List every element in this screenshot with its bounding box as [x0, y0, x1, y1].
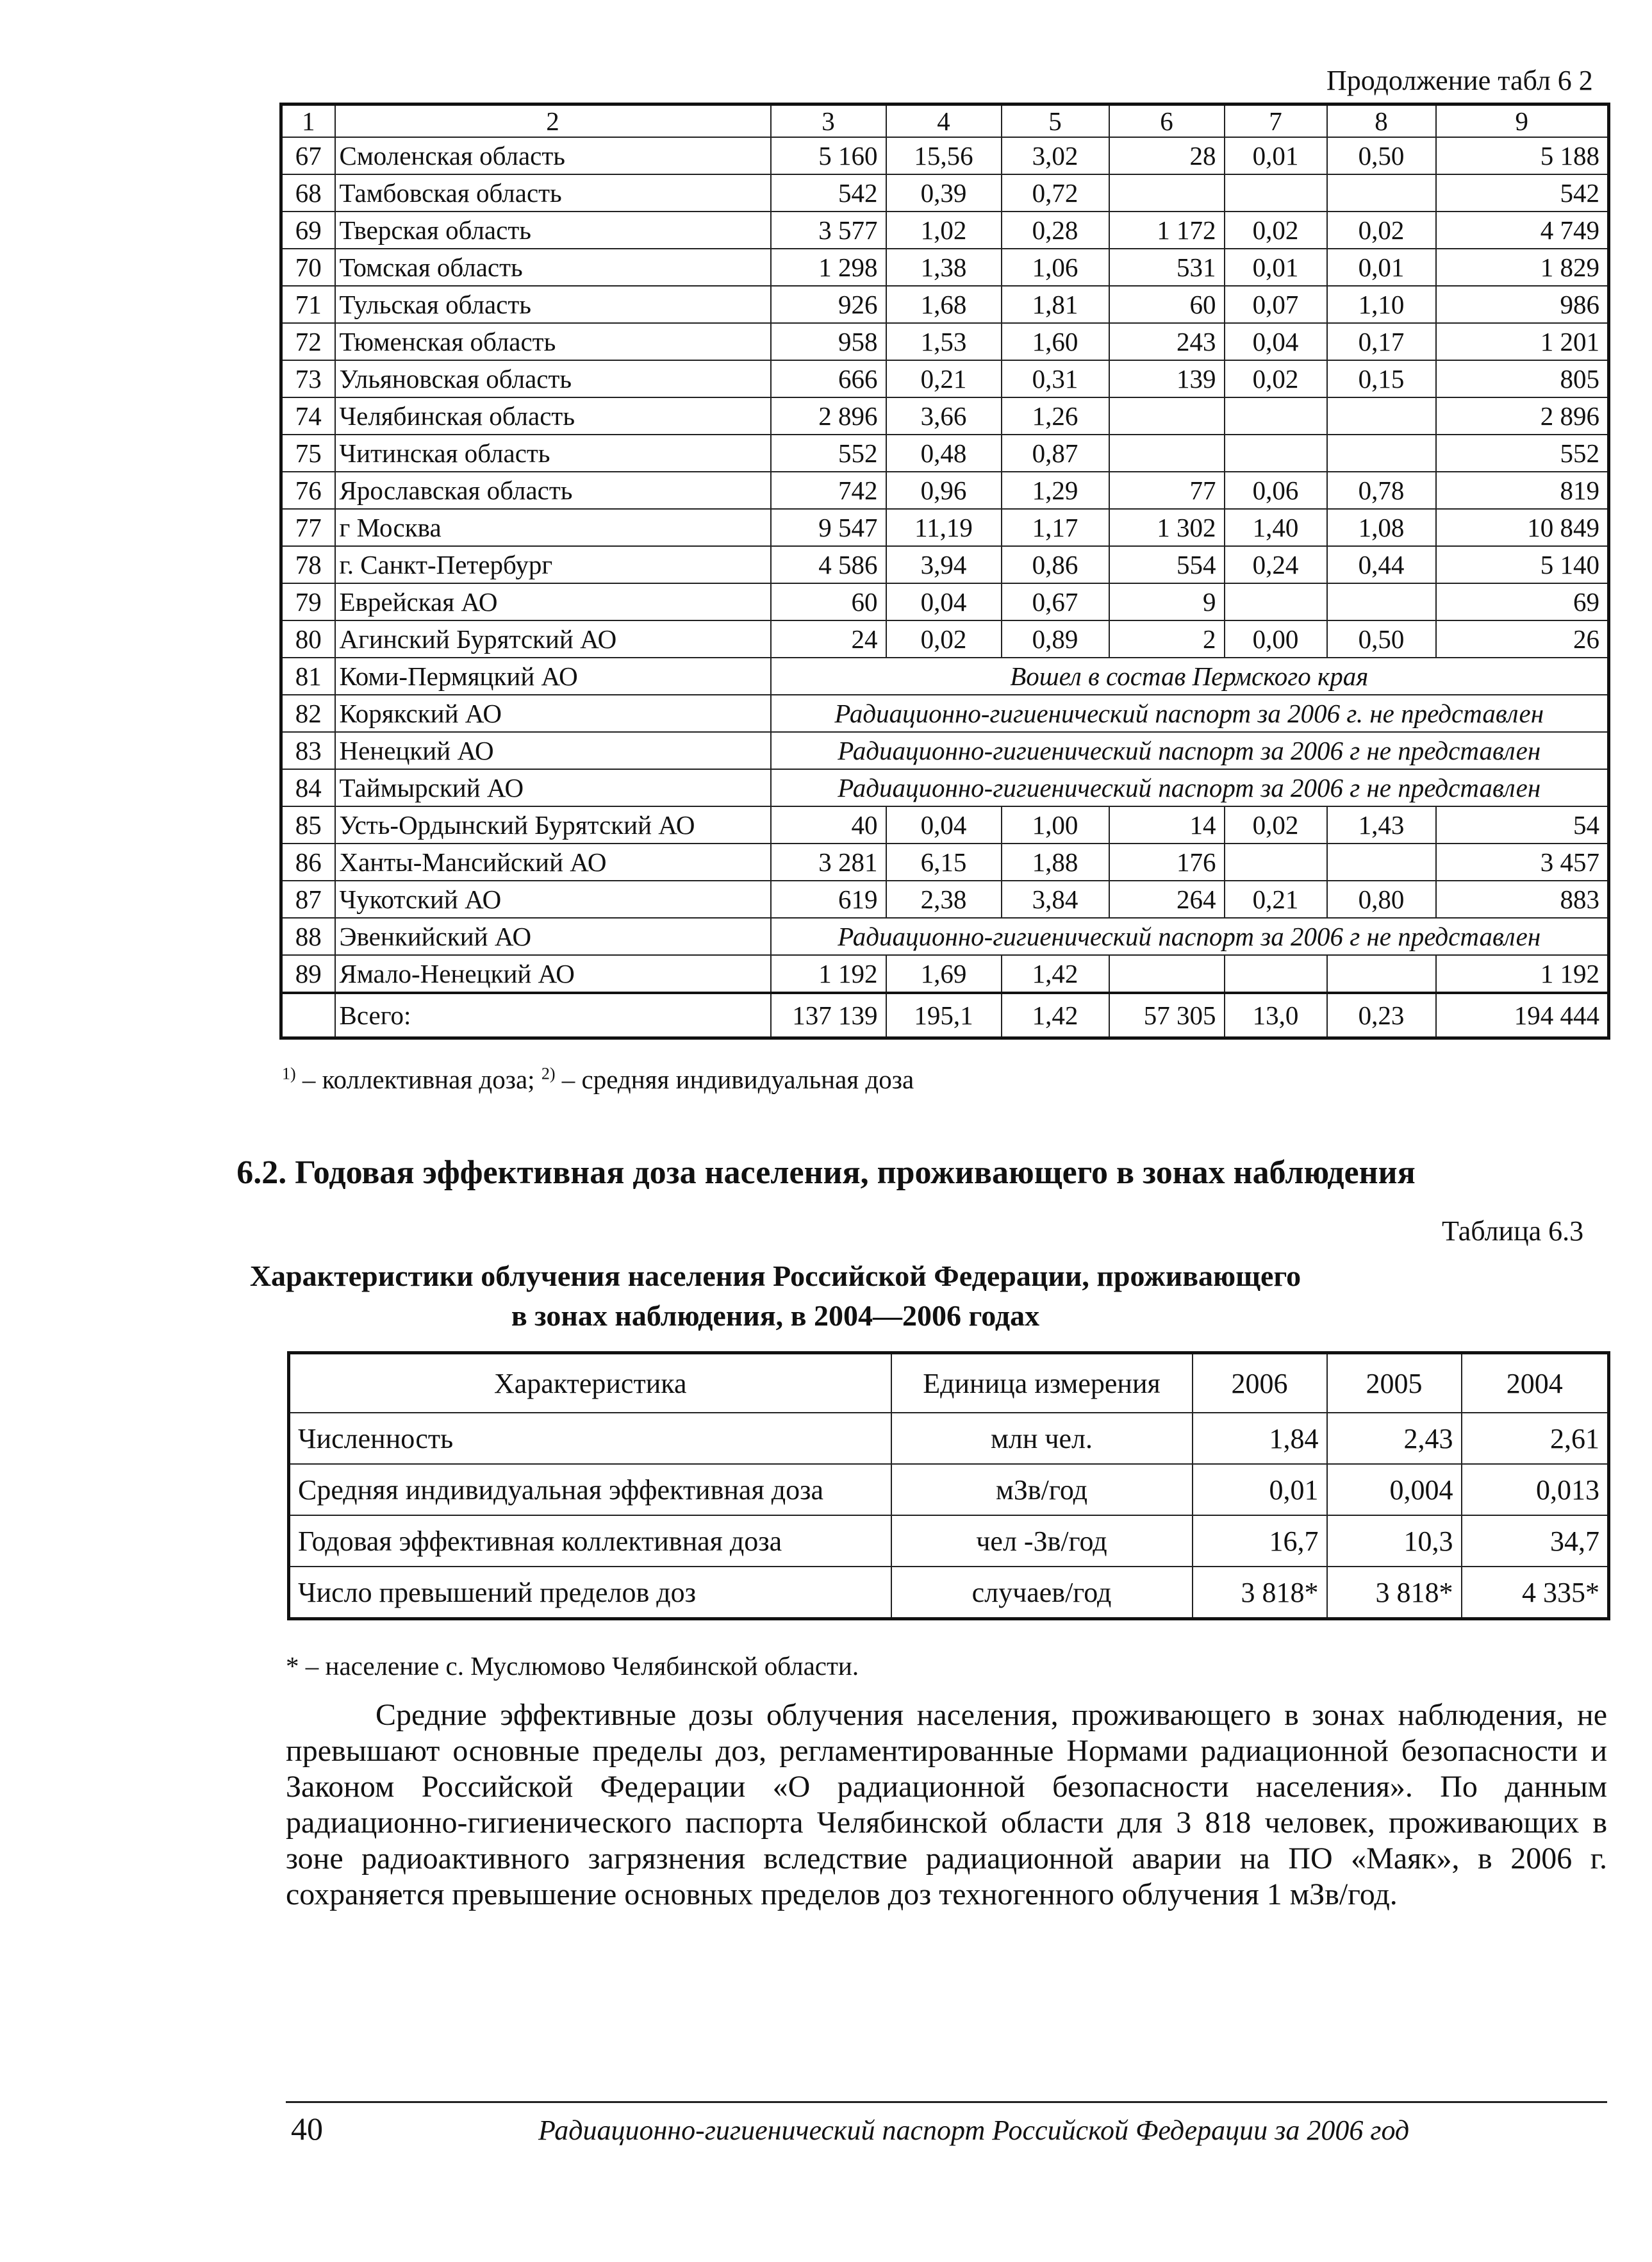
region-name: Смоленская область: [335, 137, 771, 174]
table-row: [281, 955, 1609, 993]
table-row: [281, 844, 1609, 881]
footer-divider: [286, 2101, 1607, 2103]
cell-c9: 2 896: [1436, 397, 1609, 435]
cell-c4: 1,02: [886, 212, 1002, 249]
cell-c3: 4 586: [771, 546, 886, 583]
cell-c9: 542: [1436, 174, 1609, 212]
cell-c5: 1,60: [1002, 323, 1109, 360]
status-note: Радиационно-гигиенический паспорт за 2006 г не представлен: [771, 732, 1609, 769]
regions-dose-table: [279, 103, 1610, 1040]
cell: 0,004: [1327, 1464, 1462, 1515]
cell-c3: 1 192: [771, 955, 886, 993]
cell-c5: 0,28: [1002, 212, 1109, 249]
cell-c5: 1,06: [1002, 249, 1109, 286]
cell-c8: [1327, 955, 1436, 993]
region-name: Тульская область: [335, 286, 771, 323]
table-row: [281, 212, 1609, 249]
cell-c6: 243: [1109, 323, 1225, 360]
column-number: 1: [281, 104, 335, 138]
table-row: [289, 1413, 1609, 1464]
region-name: Чукотский АО: [335, 881, 771, 918]
region-name: Корякский АО: [335, 695, 771, 732]
cell: чел -Зв/год: [891, 1515, 1193, 1567]
cell: 0,013: [1462, 1464, 1609, 1515]
column-number: 8: [1327, 104, 1436, 138]
column-number: 3: [771, 104, 886, 138]
cell-c8: 0,44: [1327, 546, 1436, 583]
table-footnote: [282, 1064, 914, 1095]
section-title: 6.2. Годовая эффективная доза населения, проживающего в зонах наблюдения: [236, 1154, 1416, 1191]
cell-c5: 1,81: [1002, 286, 1109, 323]
row-number: 83: [281, 732, 335, 769]
cell: Годовая эффективная коллективная доза: [289, 1515, 891, 1567]
cell-c4: 3,94: [886, 546, 1002, 583]
cell-c9: 1 201: [1436, 323, 1609, 360]
table-label: Таблица 6.3: [1442, 1215, 1584, 1247]
row-number: 78: [281, 546, 335, 583]
cell-c4: 1,68: [886, 286, 1002, 323]
cell-c4: 0,96: [886, 472, 1002, 509]
column-number: 2: [335, 104, 771, 138]
region-name: Читинская область: [335, 435, 771, 472]
cell-c9: 5 140: [1436, 546, 1609, 583]
cell-c3: 926: [771, 286, 886, 323]
cell-c8: 1,08: [1327, 509, 1436, 546]
cell-c8: 0,50: [1327, 620, 1436, 658]
table-row: [281, 435, 1609, 472]
cell-c6: 9: [1109, 583, 1225, 620]
table-row: [281, 620, 1609, 658]
cell-c5: 1,29: [1002, 472, 1109, 509]
cell-c6: 77: [1109, 472, 1225, 509]
cell: 4 335*: [1462, 1567, 1609, 1619]
cell-c6: 176: [1109, 844, 1225, 881]
column-number: 5: [1002, 104, 1109, 138]
cell-c9: 883: [1436, 881, 1609, 918]
table-row: [281, 323, 1609, 360]
cell-c9: 819: [1436, 472, 1609, 509]
cell-c7: [1225, 397, 1327, 435]
table-row: [281, 695, 1609, 732]
cell-c7: [1225, 583, 1327, 620]
column-number: 9: [1436, 104, 1609, 138]
cell-c6: 139: [1109, 360, 1225, 397]
cell-c8: [1327, 583, 1436, 620]
cell-c3: 666: [771, 360, 886, 397]
cell-c8: 0,50: [1327, 137, 1436, 174]
row-number: 77: [281, 509, 335, 546]
cell-c7: 0,24: [1225, 546, 1327, 583]
cell-c5: 3,84: [1002, 881, 1109, 918]
table-row: [281, 583, 1609, 620]
table-title: [0, 1256, 1551, 1336]
cell-c3: 542: [771, 174, 886, 212]
table-row: [281, 249, 1609, 286]
cell-c4: 0,02: [886, 620, 1002, 658]
cell-c7: 0,01: [1225, 249, 1327, 286]
cell-c7: [1225, 844, 1327, 881]
row-number: 85: [281, 806, 335, 844]
column-number-row: [281, 104, 1609, 138]
region-name: Всего:: [335, 993, 771, 1038]
cell-c7: 0,00: [1225, 620, 1327, 658]
cell-c4: 1,53: [886, 323, 1002, 360]
cell-c9: 69: [1436, 583, 1609, 620]
cell-c7: 0,02: [1225, 360, 1327, 397]
row-number: 88: [281, 918, 335, 955]
cell-c8: 0,78: [1327, 472, 1436, 509]
cell: млн чел.: [891, 1413, 1193, 1464]
cell-c6: [1109, 174, 1225, 212]
total-row: [281, 993, 1609, 1038]
row-number: 70: [281, 249, 335, 286]
region-name: Тюменская область: [335, 323, 771, 360]
cell-c3: 2 896: [771, 397, 886, 435]
cell-c3: 60: [771, 583, 886, 620]
cell-c4: 0,04: [886, 806, 1002, 844]
cell-c9: 10 849: [1436, 509, 1609, 546]
cell-c4: 195,1: [886, 993, 1002, 1038]
table-row: [289, 1567, 1609, 1619]
region-name: Усть-Ордынский Бурятский АО: [335, 806, 771, 844]
cell: случаев/год: [891, 1567, 1193, 1619]
row-number: 74: [281, 397, 335, 435]
row-number: 67: [281, 137, 335, 174]
region-name: Тамбовская область: [335, 174, 771, 212]
cell-c6: [1109, 397, 1225, 435]
table-title-line: в зонах наблюдения, в 2004—2006 годах: [511, 1299, 1040, 1332]
footnote-mark: 1): [282, 1064, 296, 1083]
region-name: Коми-Пермяцкий АО: [335, 658, 771, 695]
cell: Численность: [289, 1413, 891, 1464]
region-name: г. Санкт-Петербург: [335, 546, 771, 583]
region-name: Ханты-Мансийский АО: [335, 844, 771, 881]
region-name: г Москва: [335, 509, 771, 546]
cell-c8: 0,15: [1327, 360, 1436, 397]
cell-c3: 137 139: [771, 993, 886, 1038]
cell-c5: 0,72: [1002, 174, 1109, 212]
table-row: [289, 1464, 1609, 1515]
region-name: Агинский Бурятский АО: [335, 620, 771, 658]
cell-c4: 6,15: [886, 844, 1002, 881]
cell-c9: 986: [1436, 286, 1609, 323]
region-name: Эвенкийский АО: [335, 918, 771, 955]
table-row: [281, 918, 1609, 955]
cell-c4: 1,38: [886, 249, 1002, 286]
cell-c9: 1 192: [1436, 955, 1609, 993]
cell: 2,43: [1327, 1413, 1462, 1464]
row-number: 89: [281, 955, 335, 993]
cell-c6: 1 172: [1109, 212, 1225, 249]
cell-c6: 531: [1109, 249, 1225, 286]
cell-c8: 0,01: [1327, 249, 1436, 286]
cell-c8: 0,80: [1327, 881, 1436, 918]
cell-c7: [1225, 435, 1327, 472]
region-name: Томская область: [335, 249, 771, 286]
cell-c7: 0,04: [1225, 323, 1327, 360]
footnote-mark: 2): [541, 1064, 556, 1083]
cell-c9: 26: [1436, 620, 1609, 658]
table-row: [281, 806, 1609, 844]
cell-c3: 40: [771, 806, 886, 844]
region-name: Таймырский АО: [335, 769, 771, 806]
row-number: 68: [281, 174, 335, 212]
row-number: 72: [281, 323, 335, 360]
cell-c6: 14: [1109, 806, 1225, 844]
cell-c7: 0,02: [1225, 806, 1327, 844]
cell-c7: 0,02: [1225, 212, 1327, 249]
cell-c8: 1,10: [1327, 286, 1436, 323]
row-number: 69: [281, 212, 335, 249]
column-number: 6: [1109, 104, 1225, 138]
cell-c4: 0,04: [886, 583, 1002, 620]
cell-c8: 0,23: [1327, 993, 1436, 1038]
table-row: [281, 509, 1609, 546]
cell: 16,7: [1193, 1515, 1327, 1567]
cell-c8: [1327, 397, 1436, 435]
cell-c8: 0,17: [1327, 323, 1436, 360]
cell-c5: 1,00: [1002, 806, 1109, 844]
cell-c9: 5 188: [1436, 137, 1609, 174]
cell-c7: 0,06: [1225, 472, 1327, 509]
table-continuation-label: Продолжение табл 6 2: [1326, 65, 1593, 96]
cell-c5: 1,42: [1002, 955, 1109, 993]
column-header: 2006: [1193, 1353, 1327, 1413]
cell-c7: 0,21: [1225, 881, 1327, 918]
exposure-characteristics-table: [287, 1351, 1610, 1620]
cell-c3: 742: [771, 472, 886, 509]
table-title-line: Характеристики облучения населения Российской Федерации, проживающего: [249, 1260, 1301, 1292]
cell-c3: 24: [771, 620, 886, 658]
cell-c6: 57 305: [1109, 993, 1225, 1038]
cell-c6: [1109, 435, 1225, 472]
running-title: Радиационно-гигиенический паспорт Российской Федерации за 2006 год: [538, 2115, 1410, 2146]
region-name: Челябинская область: [335, 397, 771, 435]
status-note: Радиационно-гигиенический паспорт за 2006 г. не представлен: [771, 695, 1609, 732]
column-header: Характеристика: [289, 1353, 891, 1413]
cell: 0,01: [1193, 1464, 1327, 1515]
cell-c9: 1 829: [1436, 249, 1609, 286]
cell-c5: 1,42: [1002, 993, 1109, 1038]
cell-c8: [1327, 435, 1436, 472]
cell-c5: 0,31: [1002, 360, 1109, 397]
table-row: [281, 732, 1609, 769]
cell-c5: 0,86: [1002, 546, 1109, 583]
table-row: [281, 360, 1609, 397]
cell-c5: 0,67: [1002, 583, 1109, 620]
cell-c9: 805: [1436, 360, 1609, 397]
cell-c5: 0,89: [1002, 620, 1109, 658]
cell-c7: [1225, 174, 1327, 212]
region-name: Ярославская область: [335, 472, 771, 509]
cell-c4: 15,56: [886, 137, 1002, 174]
cell-c5: 0,87: [1002, 435, 1109, 472]
cell-c4: 0,21: [886, 360, 1002, 397]
row-number: 71: [281, 286, 335, 323]
region-name: Тверская область: [335, 212, 771, 249]
row-number: 87: [281, 881, 335, 918]
cell-c5: 1,17: [1002, 509, 1109, 546]
cell-c6: 554: [1109, 546, 1225, 583]
cell-c5: 1,26: [1002, 397, 1109, 435]
row-number: 82: [281, 695, 335, 732]
cell-c7: [1225, 955, 1327, 993]
column-header: 2005: [1327, 1353, 1462, 1413]
page-number: 40: [291, 2111, 323, 2147]
cell: 2,61: [1462, 1413, 1609, 1464]
cell-c7: 1,40: [1225, 509, 1327, 546]
cell-c8: [1327, 174, 1436, 212]
table-header-row: [289, 1353, 1609, 1413]
row-number: 81: [281, 658, 335, 695]
cell: 34,7: [1462, 1515, 1609, 1567]
cell-c3: 9 547: [771, 509, 886, 546]
row-number: 76: [281, 472, 335, 509]
cell-c3: 5 160: [771, 137, 886, 174]
status-note: Вошел в состав Пермского края: [771, 658, 1609, 695]
cell: 10,3: [1327, 1515, 1462, 1567]
cell-c4: 2,38: [886, 881, 1002, 918]
row-number: 73: [281, 360, 335, 397]
cell-c6: 28: [1109, 137, 1225, 174]
cell: 3 818*: [1193, 1567, 1327, 1619]
cell-c6: 264: [1109, 881, 1225, 918]
cell-c6: 1 302: [1109, 509, 1225, 546]
cell-c3: 958: [771, 323, 886, 360]
table-row: [281, 658, 1609, 695]
status-note: Радиационно-гигиенический паспорт за 2006 г не представлен: [771, 918, 1609, 955]
body-paragraph: Средние эффективные дозы облучения населения, проживающего в зонах наблюдения, не превышают основные пределы доз, регламентированные Нормами радиационной безопасности и Законом Российской Федерации «О радиационной безопасности населения». По данным радиационно-гигиенического паспорта Челябинской области для 3 818 человек, проживающих в зоне радиоактивного загрязнения вследствие радиационной аварии на ПО «Маяк», в 2006 г. сохраняется превышение основных пределов доз техногенного облучения 1 мЗв/год.: [286, 1698, 1607, 1911]
cell-c9: 54: [1436, 806, 1609, 844]
region-name: Еврейская АО: [335, 583, 771, 620]
cell: Число превышений пределов доз: [289, 1567, 891, 1619]
cell-c4: 0,48: [886, 435, 1002, 472]
column-header: Единица измерения: [891, 1353, 1193, 1413]
cell-c6: [1109, 955, 1225, 993]
cell-c4: 1,69: [886, 955, 1002, 993]
table-footnote: * – население с. Муслюмово Челябинской области.: [286, 1651, 859, 1681]
cell-c4: 11,19: [886, 509, 1002, 546]
cell-c9: 552: [1436, 435, 1609, 472]
column-number: 7: [1225, 104, 1327, 138]
cell: мЗв/год: [891, 1464, 1193, 1515]
cell-c9: 3 457: [1436, 844, 1609, 881]
row-number: 86: [281, 844, 335, 881]
status-note: Радиационно-гигиенический паспорт за 2006 г не представлен: [771, 769, 1609, 806]
cell-c4: 3,66: [886, 397, 1002, 435]
table-row: [281, 286, 1609, 323]
cell-c8: [1327, 844, 1436, 881]
cell-c8: 1,43: [1327, 806, 1436, 844]
cell-c3: 619: [771, 881, 886, 918]
cell-c8: 0,02: [1327, 212, 1436, 249]
footnote-text: – коллективная доза;: [295, 1065, 541, 1094]
column-header: 2004: [1462, 1353, 1609, 1413]
cell-c3: 3 577: [771, 212, 886, 249]
cell: 3 818*: [1327, 1567, 1462, 1619]
row-number: 80: [281, 620, 335, 658]
region-name: Ямало-Ненецкий АО: [335, 955, 771, 993]
cell-c3: 552: [771, 435, 886, 472]
column-number: 4: [886, 104, 1002, 138]
cell-c9: 4 749: [1436, 212, 1609, 249]
footnote-text: – средняя индивидуальная доза: [555, 1065, 914, 1094]
row-number: 79: [281, 583, 335, 620]
table-row: [281, 472, 1609, 509]
table-row: [281, 546, 1609, 583]
cell-c7: 13,0: [1225, 993, 1327, 1038]
table-row: [281, 769, 1609, 806]
row-number: [281, 993, 335, 1038]
cell-c5: 1,88: [1002, 844, 1109, 881]
table-row: [281, 397, 1609, 435]
cell-c5: 3,02: [1002, 137, 1109, 174]
cell-c4: 0,39: [886, 174, 1002, 212]
row-number: 75: [281, 435, 335, 472]
table-row: [281, 174, 1609, 212]
table-row: [281, 137, 1609, 174]
cell-c6: 60: [1109, 286, 1225, 323]
cell-c6: 2: [1109, 620, 1225, 658]
cell-c3: 3 281: [771, 844, 886, 881]
cell-c7: 0,07: [1225, 286, 1327, 323]
region-name: Ненецкий АО: [335, 732, 771, 769]
row-number: 84: [281, 769, 335, 806]
cell-c9: 194 444: [1436, 993, 1609, 1038]
cell-c3: 1 298: [771, 249, 886, 286]
region-name: Ульяновская область: [335, 360, 771, 397]
cell-c7: 0,01: [1225, 137, 1327, 174]
table-row: [289, 1515, 1609, 1567]
cell: 1,84: [1193, 1413, 1327, 1464]
table-row: [281, 881, 1609, 918]
cell: Средняя индивидуальная эффективная доза: [289, 1464, 891, 1515]
